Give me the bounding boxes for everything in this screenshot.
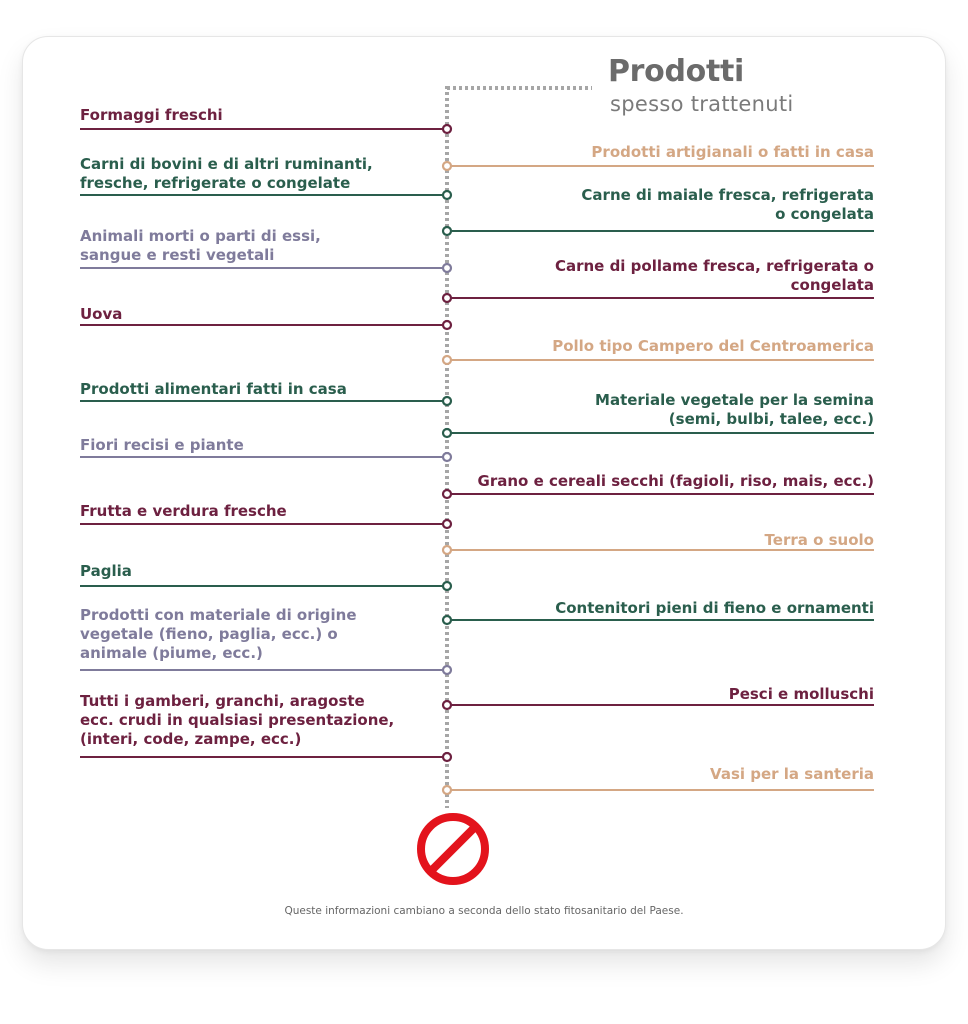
right-label-5: Materiale vegetale per la semina (semi, bulbi, talee, ecc.): [595, 391, 874, 428]
right-label-4: Pollo tipo Campero del Centroamerica: [552, 337, 874, 355]
left-label-9: Prodotti con materiale di origine vegetale (fieno, paglia, ecc.) o animale (piume, ecc.): [80, 606, 357, 662]
right-label-6: Grano e cereali secchi (fagioli, riso, mais, ecc.): [477, 472, 874, 490]
right-connector-5-node: [443, 429, 451, 437]
right-label-3: Carne di pollame fresca, refrigerata o congelata: [554, 257, 874, 294]
left-connector-8-node: [443, 582, 451, 590]
left-connector-6-node: [443, 453, 451, 461]
right-connector-2-node: [443, 227, 451, 235]
left-label-1: Formaggi freschi: [80, 106, 223, 124]
left-connector-3-node: [443, 264, 451, 272]
left-label-7: Frutta e verdura fresche: [80, 502, 287, 520]
left-connector-7-node: [443, 520, 451, 528]
right-connector-3-node: [443, 294, 451, 302]
right-connector-4-node: [443, 356, 451, 364]
left-label-8: Paglia: [80, 562, 132, 580]
left-connector-9-node: [443, 666, 451, 674]
page-title: Prodotti: [608, 54, 745, 89]
right-connector-7-node: [443, 546, 451, 554]
right-label-2: Carne di maiale fresca, refrigerata o congelata: [581, 186, 874, 223]
left-label-2: Carni di bovini e di altri ruminanti, fresche, refrigerate o congelate: [80, 155, 373, 192]
right-label-1: Prodotti artigianali o fatti in casa: [591, 143, 874, 161]
right-label-8: Contenitori pieni di fieno e ornamenti: [555, 599, 874, 617]
right-connector-8-node: [443, 616, 451, 624]
page-subtitle: spesso trattenuti: [610, 92, 794, 116]
left-connector-10-node: [443, 753, 451, 761]
left-label-4: Uova: [80, 305, 123, 323]
left-connector-1-node: [443, 125, 451, 133]
footnote: Queste informazioni cambiano a seconda dello stato fitosanitario del Paese.: [284, 905, 684, 917]
left-label-6: Fiori recisi e piante: [80, 436, 244, 454]
right-connector-10-node: [443, 786, 451, 794]
right-label-10: Vasi per la santeria: [710, 765, 874, 783]
no-entry-icon: [414, 810, 492, 888]
right-connector-6-node: [443, 490, 451, 498]
left-label-5: Prodotti alimentari fatti in casa: [80, 380, 347, 398]
left-connector-4-node: [443, 321, 451, 329]
right-connector-1-node: [443, 162, 451, 170]
right-connector-9-node: [443, 701, 451, 709]
right-label-7: Terra o suolo: [764, 531, 874, 549]
left-connector-2-node: [443, 191, 451, 199]
right-label-9: Pesci e molluschi: [728, 685, 874, 703]
left-label-3: Animali morti o parti di essi, sangue e resti vegetali: [80, 227, 321, 264]
left-label-10: Tutti i gamberi, granchi, aragoste ecc. crudi in qualsiasi presentazione, (interi, code, zampe, ecc.): [80, 692, 395, 748]
left-connector-5-node: [443, 397, 451, 405]
